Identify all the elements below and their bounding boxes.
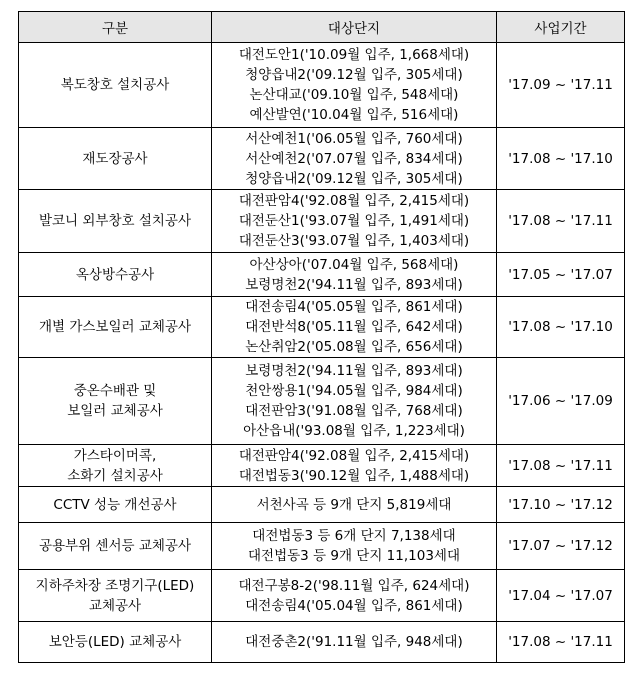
table-row <box>19 297 625 358</box>
target-complex: 대전법동3 등 6개 단지 7,138세대 <box>252 528 456 544</box>
table-row <box>19 253 625 297</box>
target-complex: 서산예천2('07.07월 입주, 834세대) <box>245 150 463 167</box>
category-cell <box>19 358 212 445</box>
target-cell <box>212 570 497 622</box>
target-complex: 대전둔산1('93.07월 입주, 1,491세대) <box>238 213 470 229</box>
target-complex: 대전둔산3('93.07월 입주, 1,403세대) <box>238 233 470 249</box>
period-cell: '17.08 ~ '17.11 <box>497 190 625 253</box>
table-row <box>19 523 625 570</box>
header-category: 구분 <box>19 12 212 43</box>
category-text: 보안등(LED) 교체공사 <box>48 634 182 650</box>
target-complex: 대전판암4('92.08월 입주, 2,415세대) <box>238 193 470 209</box>
target-complex: 대전판암3('91.08월 입주, 768세대) <box>245 403 463 419</box>
target-complex: 대전반석8('05.11월 입주, 642세대) <box>245 319 463 335</box>
category-text: 개별 가스보일러 교체공사 <box>38 319 192 335</box>
category-text: 교체공사 <box>88 597 142 614</box>
target-complex: 아산읍내('93.08월 입주, 1,223세대) <box>243 423 465 439</box>
target-cell <box>212 128 497 190</box>
table-row <box>19 358 625 445</box>
category-cell <box>19 43 212 128</box>
category-text: 발코니 외부창호 설치공사 <box>38 213 192 229</box>
period-cell: '17.08 ~ '17.11 <box>497 622 625 663</box>
category-cell <box>19 622 212 663</box>
table-body <box>19 43 625 663</box>
target-complex: 대전송림4('05.04월 입주, 861세대) <box>245 597 463 614</box>
target-complex: 대전구봉8-2('98.11월 입주, 624세대) <box>238 577 470 594</box>
target-cell <box>212 358 497 445</box>
target-complex: 논산대교('09.10월 입주, 548세대) <box>249 87 459 103</box>
table-row <box>19 570 625 622</box>
category-text: 복도창호 설치공사 <box>60 77 170 93</box>
target-complex: 보령명천2('94.11월 입주, 893세대) <box>245 363 463 379</box>
target-cell <box>212 445 497 487</box>
table-row <box>19 445 625 487</box>
target-complex: 서산예천1('06.05월 입주, 760세대) <box>245 130 463 147</box>
target-cell <box>212 190 497 253</box>
period-cell: '17.08 ~ '17.10 <box>497 297 625 358</box>
target-complex: 대전법동3('90.12월 입주, 1,488세대) <box>238 467 470 484</box>
target-cell <box>212 622 497 663</box>
period-cell: '17.04 ~ '17.07 <box>497 570 625 622</box>
project-table <box>18 11 625 663</box>
target-cell <box>212 43 497 128</box>
period-cell: '17.05 ~ '17.07 <box>497 253 625 297</box>
category-text: 지하주차장 조명기구(LED) <box>35 577 195 594</box>
target-complex: 아산상아('07.04월 입주, 568세대) <box>249 256 459 273</box>
category-cell <box>19 523 212 570</box>
category-text: 공용부위 센서등 교체공사 <box>38 538 192 554</box>
category-text: 소화기 설치공사 <box>67 467 163 484</box>
target-cell <box>212 523 497 570</box>
header-row <box>19 12 625 43</box>
header-period: 사업기간 <box>497 12 625 43</box>
target-complex: 청양읍내2('09.12월 입주, 305세대) <box>245 170 463 187</box>
target-complex: 서천사곡 등 9개 단지 5,819세대 <box>256 496 452 513</box>
category-cell <box>19 128 212 190</box>
target-cell <box>212 253 497 297</box>
target-complex: 예산발연('10.04월 입주, 516세대) <box>249 107 459 123</box>
category-text: CCTV 성능 개선공사 <box>53 496 177 513</box>
target-complex: 천안쌍용1('94.05월 입주, 984세대) <box>245 383 463 399</box>
target-complex: 대전법동3 등 9개 단지 11,103세대 <box>248 548 460 564</box>
target-complex: 대전도안1('10.09월 입주, 1,668세대) <box>238 47 470 63</box>
category-text: 보일러 교체공사 <box>67 403 163 419</box>
category-cell <box>19 445 212 487</box>
period-cell: '17.09 ~ '17.11 <box>497 43 625 128</box>
category-cell <box>19 570 212 622</box>
table-row <box>19 622 625 663</box>
target-complex: 보령명천2('94.11월 입주, 893세대) <box>245 276 463 293</box>
period-cell: '17.10 ~ '17.12 <box>497 487 625 523</box>
period-cell: '17.07 ~ '17.12 <box>497 523 625 570</box>
table-row <box>19 190 625 253</box>
category-text: 옥상방수공사 <box>75 266 155 283</box>
category-text: 가스타이머콕, <box>73 447 157 464</box>
category-cell <box>19 297 212 358</box>
target-complex: 청양읍내2('09.12월 입주, 305세대) <box>245 67 463 83</box>
target-cell <box>212 297 497 358</box>
target-complex: 대전판암4('92.08월 입주, 2,415세대) <box>238 447 470 464</box>
category-cell <box>19 253 212 297</box>
table-row <box>19 487 625 523</box>
table-row <box>19 43 625 128</box>
target-complex: 논산취암2('05.08월 입주, 656세대) <box>245 339 463 355</box>
header-target: 대상단지 <box>212 12 497 43</box>
category-cell <box>19 190 212 253</box>
table-row <box>19 128 625 190</box>
period-cell: '17.08 ~ '17.11 <box>497 445 625 487</box>
category-text: 재도장공사 <box>82 150 148 167</box>
period-cell: '17.08 ~ '17.10 <box>497 128 625 190</box>
target-complex: 대전중촌2('91.11월 입주, 948세대) <box>245 634 463 650</box>
category-text: 중온수배관 및 <box>73 383 157 399</box>
target-complex: 대전송림4('05.05월 입주, 861세대) <box>245 299 463 315</box>
target-cell <box>212 487 497 523</box>
category-cell <box>19 487 212 523</box>
period-cell: '17.06 ~ '17.09 <box>497 358 625 445</box>
